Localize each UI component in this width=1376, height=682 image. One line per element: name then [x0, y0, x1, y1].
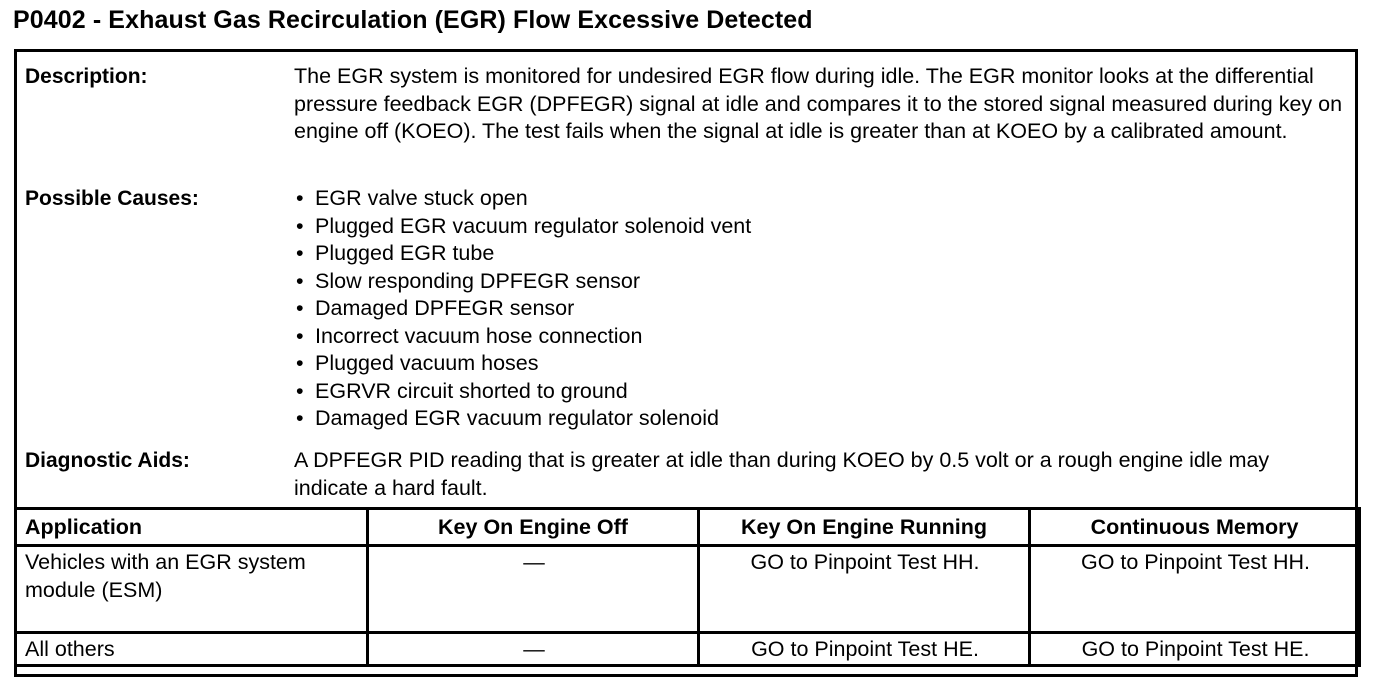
cause-text: Incorrect vacuum hose connection: [315, 323, 643, 348]
page-title: P0402 - Exhaust Gas Recirculation (EGR) Flow Excessive Detected: [13, 6, 813, 34]
column-header-koeo: Key On Engine Off: [368, 509, 699, 546]
column-header-koer: Key On Engine Running: [699, 509, 1030, 546]
diagnostic-aids-label: Diagnostic Aids:: [25, 449, 190, 472]
cause-text: Plugged EGR vacuum regulator solenoid vent: [315, 213, 752, 238]
cause-item: [294, 405, 1349, 433]
cause-text: EGRVR circuit shorted to ground: [315, 378, 628, 403]
application-table: [14, 507, 1361, 667]
cause-item: [294, 323, 1349, 351]
bullet-icon: •: [296, 213, 304, 238]
causes-list: [294, 185, 1349, 433]
cause-item: [294, 378, 1349, 406]
cause-text: Damaged EGR vacuum regulator solenoid: [315, 406, 719, 430]
bullet-icon: •: [296, 351, 304, 375]
bullet-icon: •: [296, 406, 304, 430]
column-header-continuous-memory: Continuous Memory: [1030, 509, 1360, 546]
description-label: Description:: [25, 65, 148, 88]
table-row: [16, 546, 1360, 633]
cause-text: Plugged vacuum hoses: [315, 351, 539, 375]
bullet-icon: •: [296, 268, 304, 293]
cause-text: EGR valve stuck open: [315, 186, 528, 210]
possible-causes: [294, 185, 1349, 433]
cause-item: [294, 240, 1349, 268]
bullet-icon: •: [296, 241, 304, 265]
cause-item: [294, 295, 1349, 323]
cause-text: Slow responding DPFEGR sensor: [315, 268, 641, 293]
possible-causes-label: Possible Causes:: [25, 187, 199, 210]
table-cell: —: [368, 546, 699, 633]
cause-item: [294, 185, 1349, 213]
cause-item: [294, 268, 1349, 296]
table-cell: GO to Pinpoint Test HE.: [699, 633, 1030, 666]
table-cell: GO to Pinpoint Test HH.: [699, 546, 1030, 633]
table-cell: GO to Pinpoint Test HH.: [1030, 546, 1360, 633]
cause-text: Damaged DPFEGR sensor: [315, 296, 575, 320]
description-text: The EGR system is monitored for undesired EGR flow during idle. The EGR monitor looks at the differential pressure feedback EGR (DPFEGR) signal at idle and compares it to the stored signal measured during key on engine off (KOEO). The test fails when the signal at idle is greater than at KOEO by a calibrated amount.: [294, 64, 1343, 143]
column-header-application: Application: [16, 509, 368, 546]
table-cell: —: [368, 633, 699, 666]
table-row: [16, 633, 1360, 666]
bullet-icon: •: [296, 378, 304, 403]
bullet-icon: •: [296, 186, 304, 210]
table-cell: GO to Pinpoint Test HE.: [1030, 633, 1360, 666]
diagnostic-aids-text: A DPFEGR PID reading that is greater at idle than during KOEO by 0.5 volt or a rough engine idle may indicate a hard fault.: [294, 448, 1270, 500]
table-header-row: [16, 509, 1360, 546]
table-cell: All others: [16, 633, 368, 666]
info-section: [17, 52, 1355, 510]
bullet-icon: •: [296, 296, 304, 320]
table-cell: Vehicles with an EGR system module (ESM): [16, 546, 368, 633]
diagnostic-box: [14, 49, 1358, 677]
cause-text: Plugged EGR tube: [315, 241, 495, 265]
cause-item: [294, 213, 1349, 241]
bullet-icon: •: [296, 323, 304, 348]
cause-item: [294, 350, 1349, 378]
